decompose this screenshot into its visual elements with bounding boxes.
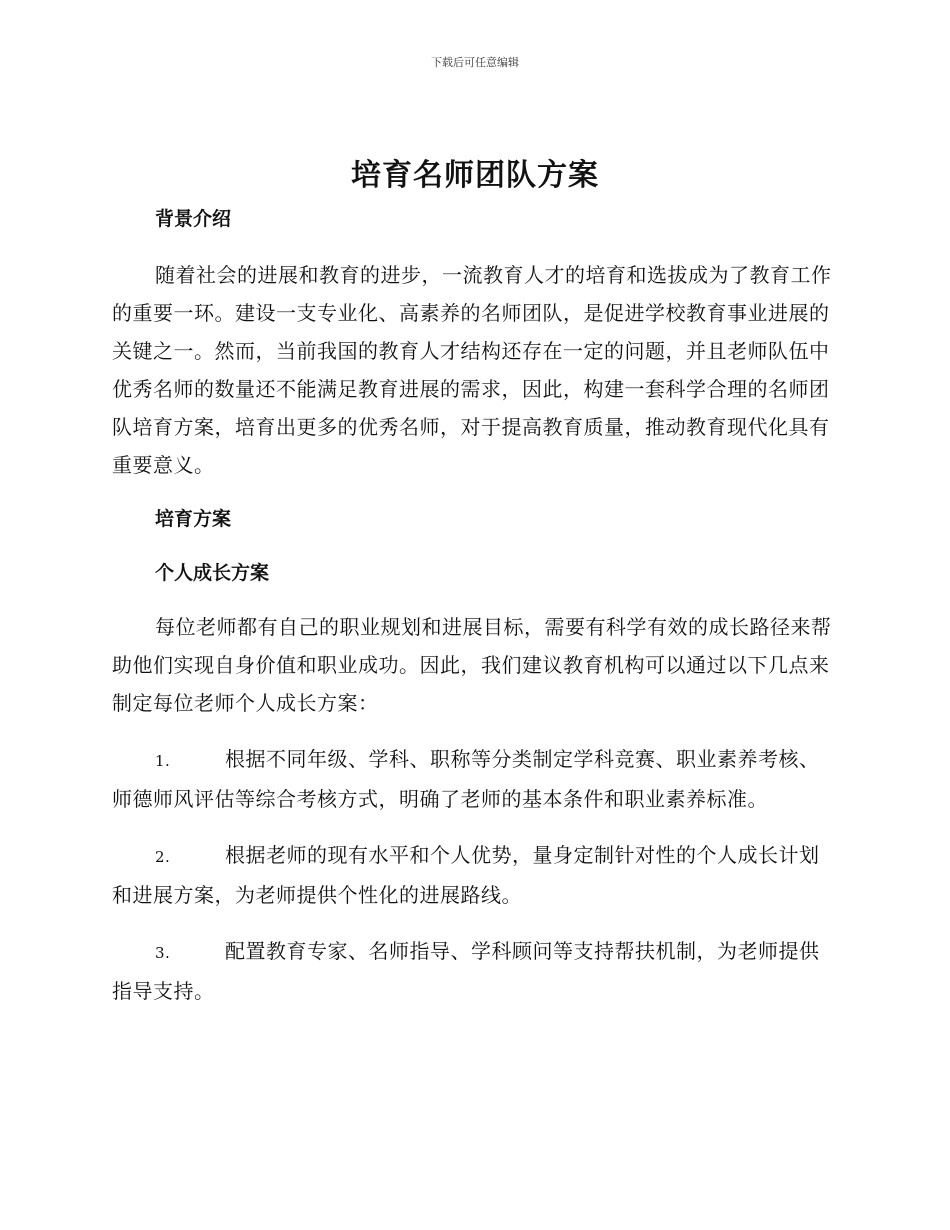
list-item [112,836,832,914]
growth-heading: 个人成长方案 [155,562,270,584]
list-item-number: 3. [155,944,171,962]
list-item-number: 1. [155,752,171,770]
background-paragraph: 随着社会的进展和教育的进步，一流教育人才的培育和选拔成为了教育工作的重要一环。建设一支专业化、高素养的名师团队，是促进学校教育事业进展的关键之一。然而，当前我国的教育人才结构还存在一定的问题，并且老师队伍中优秀名师的数量还不能满足教育进展的需求，因此，构建一套科学合理的名师团队培育方案，培育出更多的优秀名师，对于提高教育质量，推动教育现代化具有重要意义。 [112,263,832,477]
growth-paragraph: 每位老师都有自己的职业规划和进展目标，需要有科学有效的成长路径来帮助他们实现自身价值和职业成功。因此，我们建议教育机构可以通过以下几点来制定每位老师个人成长方案： [112,615,832,715]
list-item-text: 根据不同年级、学科、职称等分类制定学科竞赛、职业素养考核、师德师风评估等综合考核方式，明确了老师的基本条件和职业素养标准。 [112,747,820,811]
document-title: 培育名师团队方案 [351,158,599,193]
document-body [112,200,832,1010]
list-item-number: 2. [155,848,171,866]
list-item [112,932,832,1010]
background-heading: 背景介绍 [155,208,232,230]
list-item-text: 根据老师的现有水平和个人优势，量身定制针对性的个人成长计划和进展方案，为老师提供个性化的进展路线。 [112,843,820,907]
list-item-text: 配置教育专家、名师指导、学科顾问等支持帮扶机制，为老师提供指导支持。 [112,939,820,1003]
header-note: 下载后可任意编辑 [431,56,519,69]
list-item [112,740,832,818]
plan-heading: 培育方案 [155,508,232,530]
